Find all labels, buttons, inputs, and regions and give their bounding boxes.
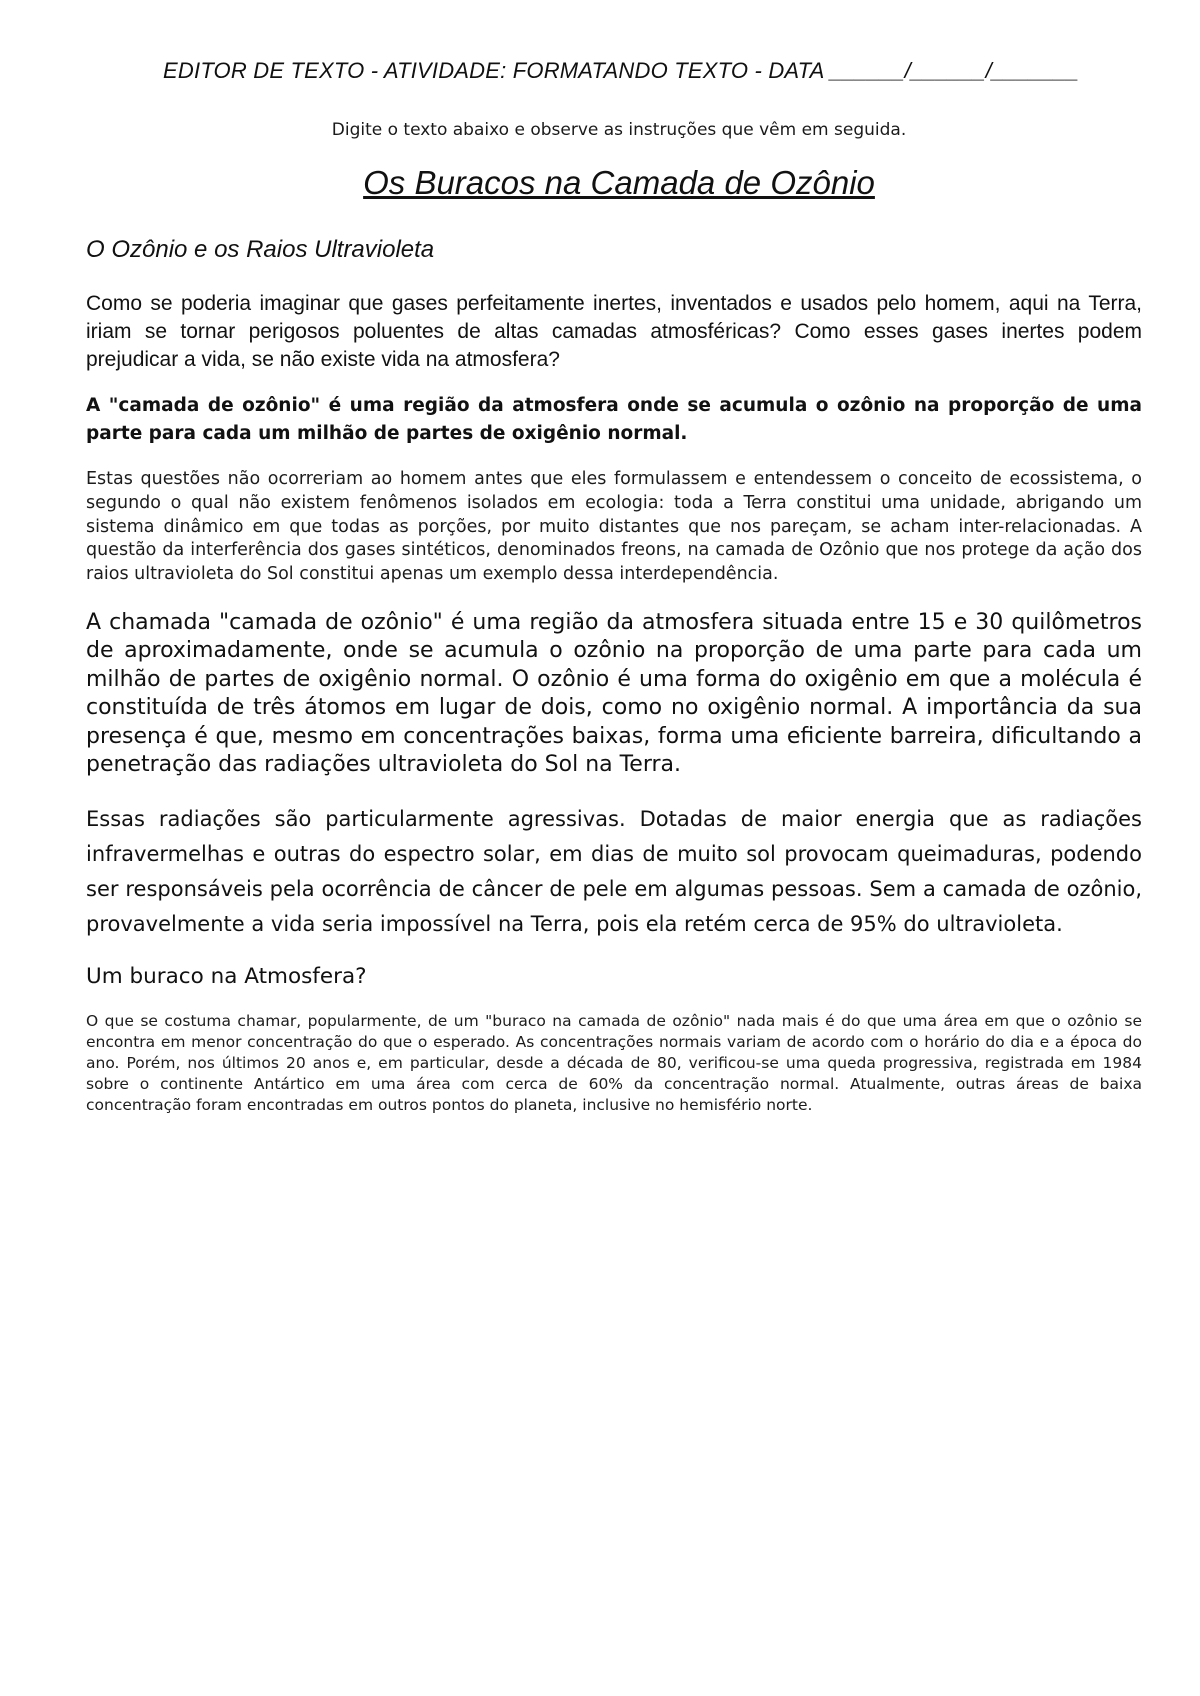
paragraph-ecosystem: Estas questões não ocorreriam ao homem antes que eles formulassem e entendessem o conceito de ecossistema, o segundo o qual não existem fenômenos isolados em ecologia: toda a Terra constitui uma unidade, abrigando um sistema dinâmico em que todas as porções, por muito distantes que nos pareçam, se acham inter-relacionadas. A questão da interferência dos gases sintéticos, denominados freons, na camada de Ozônio que nos protege da ação dos raios ultravioleta do Sol constitui apenas um exemplo dessa interdependência.: [86, 469, 1142, 585]
paragraph-radiation: Essas radiações são particularmente agressivas. Dotadas de maior energia que as radiações infravermelhas e outras do espectro solar, em dias de muito sol provocam queimaduras, podendo ser responsáveis pela ocorrência de câncer de pele em algumas pessoas. Sem a camada de ozônio, provavelmente a vida seria impossível na Terra, pois ela retém cerca de 95% do ultravioleta.: [86, 806, 1142, 936]
paragraph-intro: Como se poderia imaginar que gases perfeitamente inertes, inventados e usados pelo homem, aqui na Terra, iriam se tornar perigosos poluentes de altas camadas atmosféricas? Como esses gases inertes podem prejudicar a vida, se não existe vida na atmosfera?: [86, 292, 1142, 371]
section-heading-ozone-uv: O Ozônio e os Raios Ultravioleta: [86, 236, 435, 263]
document-title: Os Buracos na Camada de Ozônio: [363, 164, 875, 201]
paragraph-ozone-layer: A chamada "camada de ozônio" é uma região da atmosfera situada entre 15 e 30 quilômetros de aproximadamente, onde se acumula o ozônio na proporção de uma parte para cada um milhão de partes de oxigênio normal. O ozônio é uma forma do oxigênio em que a molécula é constituída de três átomos em lugar de dois, como no oxigênio normal. A importância da sua presença é que, mesmo em concentrações baixas, forma uma eficiente barreira, dificultando a penetração das radiações ultravioleta do Sol na Terra.: [86, 609, 1142, 778]
paragraph-bold-definition: A "camada de ozônio" é uma região da atmosfera onde se acumula o ozônio na proporção de uma parte para cada um milhão de partes de oxigênio normal.: [86, 395, 1142, 444]
section-heading-hole: Um buraco na Atmosfera?: [86, 963, 367, 989]
activity-header: EDITOR DE TEXTO - ATIVIDADE: FORMATANDO TEXTO - DATA ______/______/_______: [163, 58, 1079, 83]
paragraph-hole: O que se costuma chamar, popularmente, de um "buraco na camada de ozônio" nada mais é do que uma área em que o ozônio se encontra em menor concentração do que o esperado. As concentrações normais variam de acordo com o horário do dia e a época do ano. Porém, nos últimos 20 anos e, em particular, desde a década de 80, verificou-se uma queda progressiva, registrada em 1984 sobre o continente Antártico em uma área com cerca de 60% da concentração normal. Atualmente, outras áreas de baixa concentração foram encontradas em outros pontos do planeta, inclusive no hemisfério norte.: [86, 1011, 1142, 1114]
instruction-text: Digite o texto abaixo e observe as instruções que vêm em seguida.: [331, 120, 907, 140]
